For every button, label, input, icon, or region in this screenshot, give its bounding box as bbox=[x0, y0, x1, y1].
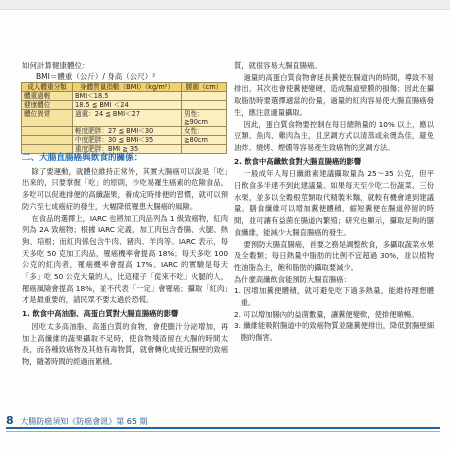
paragraph: 除了要運動，就體位維持正常外，其實大腸癌可以說是「吃」出來的，只要掌握「吃」的原則，少吃易羅生癌素的危險食品，多吃可以促進排便的高纖蔬果，養成定時排便的習慣，就可以預防六至七成癌症的發生，大幅降低罹患大腸癌的風險。 bbox=[22, 166, 228, 211]
bmi-table bbox=[21, 82, 227, 154]
paragraph: 一般成年人每日纖維素建議攝取量為 25～35 公克，但平日飲食多半達不到此建議量。如果每天至少吃二份蔬菜、三份水果，並多以全穀根莖類取代精製米麵，就較有機會達到建議量。膳食纖維可以增加糞便體積、縮短糞便在腸道停留的時間，並可讓有益菌在腸道內繁殖；研究也顯示，攝取足夠的膳食纖維，能減少大腸直腸癌的發生。 bbox=[234, 169, 434, 237]
table-cell: 過重：24 ≦ BMI＜27 bbox=[73, 110, 182, 127]
paragraph: 過量的高蛋白質食物會延長糞便在腸道內的時間，導致不易排出，其次也會使糞便變硬，造成腸道壁膜的損傷；因此在攝取脂肪時要選擇適當的份量，過量的紅肉容易使大腸直腸癌發生，應注意適量攝取。 bbox=[234, 72, 434, 117]
scan-top-edge bbox=[0, 0, 450, 10]
table-cell bbox=[182, 92, 227, 101]
left-column-body bbox=[22, 152, 228, 368]
table-cell: ≧80cm bbox=[182, 136, 227, 145]
bmi-formula: BMI＝體重（公斤）/ 身高（公尺）² bbox=[36, 72, 156, 81]
table-cell bbox=[22, 127, 73, 136]
table-cell: 健康體位 bbox=[22, 101, 73, 110]
table-cell: 體位異常 bbox=[22, 110, 73, 127]
table-cell bbox=[182, 101, 227, 110]
table-header-cell: 腰圍（cm） bbox=[182, 83, 227, 92]
list-intro: 為什麼高纖飲食能預防大腸直腸癌： bbox=[234, 274, 351, 284]
table-row bbox=[22, 127, 227, 136]
subsection-title: 2. 飲食中高纖飲食對大腸直腸癌的影響 bbox=[234, 156, 362, 166]
paragraph: 在食品的選擇上，IARC 也將加工肉品列為 1 級致癌物，紅肉列為 2A 致癌物；根據 IARC 定義，加工肉包含香腸、火腿、熱狗、培根；而紅肉係包含牛肉、豬肉、羊肉等。IARC 表示，每天多吃 50 克加工肉品，罹癌機率會提高 18%；每天多吃 100 公克的紅肉者，罹癌機率會提高 17%。IARC 的實驗是每天「多」吃 50 公克大量的人，比這樣子「從來不吃」火腿的人，罹癌風險會提高 18%，並不代表「一定」會罹癌；攝取「紅肉」才是最重要的，請民眾不要太過於恐慌。 bbox=[22, 213, 228, 305]
table-cell: 女性： bbox=[182, 127, 227, 136]
table-header-row bbox=[22, 83, 227, 92]
table-row bbox=[22, 136, 227, 145]
bmi-intro: 如何計算健康體位： bbox=[22, 61, 90, 70]
table-cell: 重度肥胖：BMI ≧ 35 bbox=[73, 145, 182, 154]
table-cell: BMI＜18.5 bbox=[73, 92, 182, 101]
paragraph: 因此，蛋白質食物要控制在每日總熱量的 10% 以上，應以豆類、魚肉、雞肉為主，且烹調方式以清蒸或汆燙為佳，避免油炸、燒烤、煙燻等容易產生致癌物的烹調方法。 bbox=[234, 119, 434, 152]
footer-publication: 大腸防癌須知《防癌會訊》第 65 期 bbox=[20, 417, 148, 426]
list-item: 3. 纖維能吸附腸道中的致癌物質並隨糞便排出，降低對腸壁細胞的傷害。 bbox=[234, 321, 434, 343]
table-cell: 體重過輕 bbox=[22, 92, 73, 101]
reasons-list bbox=[234, 285, 434, 344]
table-cell: 輕度肥胖：27 ≦ BMI＜30 bbox=[73, 127, 182, 136]
table-header-cell: 身體質量指數（BMI）（kg/m²） bbox=[73, 83, 182, 92]
table-header-cell: 成人體重分類 bbox=[22, 83, 73, 92]
list-item: 1. 因增加糞便體積，就可避免吃下過多熱量，能維持理想體重。 bbox=[234, 286, 434, 308]
table-row bbox=[22, 92, 227, 101]
paragraph: 質，就很容易大腸直腸癌。 bbox=[234, 61, 322, 70]
right-column-body bbox=[234, 60, 434, 344]
table-cell: 男性：≧90cm bbox=[182, 110, 227, 127]
footer-rule bbox=[6, 427, 440, 429]
table-row bbox=[22, 110, 227, 127]
list-item: 2. 可以增加腸內的益菌數量，讓糞便變軟，使排便順暢。 bbox=[234, 309, 419, 319]
table-cell bbox=[22, 136, 73, 145]
page-number: 8 bbox=[6, 414, 14, 427]
paragraph: 要預防大腸直腸癌，首要之務是調整飲食，多攝取蔬菜水果及全穀類；每日熱量中脂肪的比例不宜超過 30%，並以植物性油脂為主，飽和脂肪的攝取要減少。 bbox=[234, 239, 434, 272]
table-cell: 中度肥胖：30 ≦ BMI＜35 bbox=[73, 136, 182, 145]
paragraph: 因吃太多高油脂、高蛋白質的食物，會使膽汁分泌增加，再加上高纖維的蔬果攝取不足時，使食物殘渣留在大腸的時間太長，而各種致癌物及其他有毒物質，就會轉化成接近腸壁的致癌物，隨著時間的經過而累積。 bbox=[22, 321, 228, 366]
footer-rule-thin bbox=[6, 431, 440, 432]
subsection-title: 1. 飲食中高油脂、高蛋白質對大腸直腸癌的影響 bbox=[22, 309, 179, 319]
table-row bbox=[22, 101, 227, 110]
page-footer bbox=[6, 414, 147, 427]
table-cell: 18.5 ≦ BMI ＜24 bbox=[73, 101, 182, 110]
section-heading: 二、大腸直腸癌與飲食的關係： bbox=[22, 153, 143, 163]
